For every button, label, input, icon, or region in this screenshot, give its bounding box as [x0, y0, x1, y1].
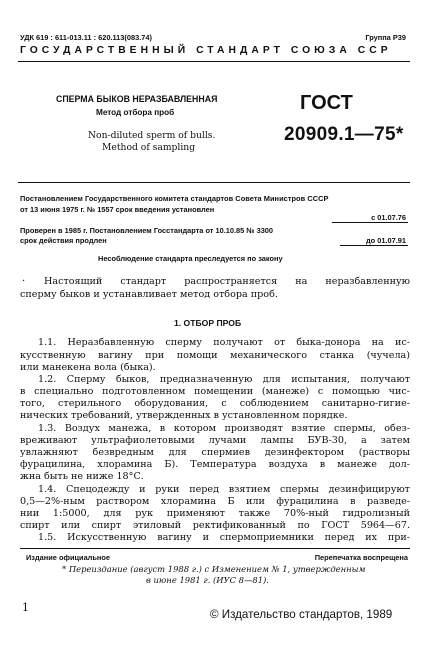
header-rule	[18, 61, 410, 62]
title-en: Non-diluted sperm of bulls.	[88, 130, 216, 141]
para-1-2-line-4: нических требований, утвержденных в установленном порядке.	[20, 410, 348, 421]
reprint-forbidden: Перепечатка воспрещена	[314, 553, 408, 562]
reissue-note-line-2: в июне 1981 г. (ИУС 8—81).	[146, 575, 269, 585]
para-1-4-line-1: 1.4. Спецодежду и руки перед взятием спермы дезинфицируют	[38, 484, 410, 495]
copyright: © Издательство стандартов, 1989	[210, 608, 393, 621]
title-ru: СПЕРМА БЫКОВ НЕРАЗБАВЛЕННАЯ	[56, 94, 218, 104]
checked-line-2: срок действия продлен	[20, 236, 107, 245]
page-number: 1	[22, 601, 29, 614]
para-1-2-line-2: в специально подготовленном помещении (манеже) с помощью чис-	[20, 386, 410, 397]
decree-date-start: с 01.07.76	[371, 213, 406, 222]
para-1-3-line-4: фурацилина, хлорамина Б). Температура воздуха в манеже дол-	[20, 459, 410, 470]
para-1-3-line-2: вреживают ультрафиолетовыми лучами лампы БУВ-30, а затем	[20, 435, 410, 446]
para-1-2-line-3: того, стерильного оборудования, с соблюдением санитарно-гигие-	[20, 398, 410, 409]
checked-line-1: Проверен в 1985 г. Постановлением Госстандарта от 10.10.85 № 3300	[20, 226, 274, 235]
gost-label: ГОСТ	[300, 92, 353, 114]
para-1-3-line-1: 1.3. Воздух манежа, в котором производят взятие спермы, обез-	[38, 423, 410, 434]
para-1-3-line-5: жна быть не ниже 18°С.	[20, 471, 144, 482]
intro-line-1: Настоящий стандарт распространяется на неразбавленную	[44, 276, 410, 287]
decree-line-1: Постановлением Государственного комитета стандартов Совета Министров СССР	[20, 194, 329, 203]
date-until-underline	[340, 245, 408, 246]
prosecution-note: Несоблюдение стандарта преследуется по закону	[98, 254, 283, 263]
para-1-4-line-2: 0,5—2%-ным раствором хлорамина Б или фурацилина в разведе-	[20, 496, 410, 507]
section-heading: 1. ОТБОР ПРОБ	[174, 318, 242, 328]
para-1-1-line-3: или манекена вола (быка).	[20, 362, 156, 373]
reissue-note-line-1: * Переиздание (август 1988 г.) с Изменением № 1, утвержденным	[62, 564, 366, 574]
para-1-1-line-1: 1.1. Неразбавленную сперму получают от быка-донора на ис-	[38, 337, 410, 348]
udk-code: УДК 619 : 611-013.11 : 620.113(083.74)	[20, 33, 152, 42]
checked-date-until: до 01.07.91	[365, 236, 406, 245]
intro-marker: ·	[22, 276, 26, 287]
subtitle-en: Method of sampling	[102, 142, 196, 153]
footer-rule	[20, 548, 410, 549]
official-edition: Издание официальное	[26, 553, 111, 562]
para-1-2-line-1: 1.2. Сперму быков, предназначенную для испытания, получают	[38, 374, 410, 385]
para-1-4-line-4: спирт или спирт этиловый ректификованный по ГОСТ 5964—67.	[20, 520, 410, 531]
para-1-5-line-1: 1.5. Искусственную вагину и спермоприемники перед их при-	[38, 532, 410, 543]
group-code: Группа Р39	[365, 33, 406, 42]
intro-line-2: сперму быков и устанавливает метод отбора проб.	[20, 289, 278, 300]
state-standard-banner: ГОСУДАРСТВЕННЫЙ СТАНДАРТ СОЮЗА ССР	[20, 45, 392, 56]
title-rule	[18, 182, 410, 183]
subtitle-ru: Метод отбора проб	[96, 108, 175, 117]
decree-line-2: от 13 июня 1975 г. № 1557 срок введения установлен	[20, 205, 215, 214]
para-1-1-line-2: кусственную вагину при помощи механического станка (чучела)	[20, 350, 410, 361]
date-start-underline	[332, 222, 408, 223]
gost-number: 20909.1—75*	[284, 124, 404, 145]
para-1-3-line-3: увлажняют безвредным для спермиев дезинфектором (растворы	[20, 447, 410, 458]
para-1-4-line-3: нии 1:5000, для рук применяют также 70%-ный гидролизный	[20, 508, 410, 519]
